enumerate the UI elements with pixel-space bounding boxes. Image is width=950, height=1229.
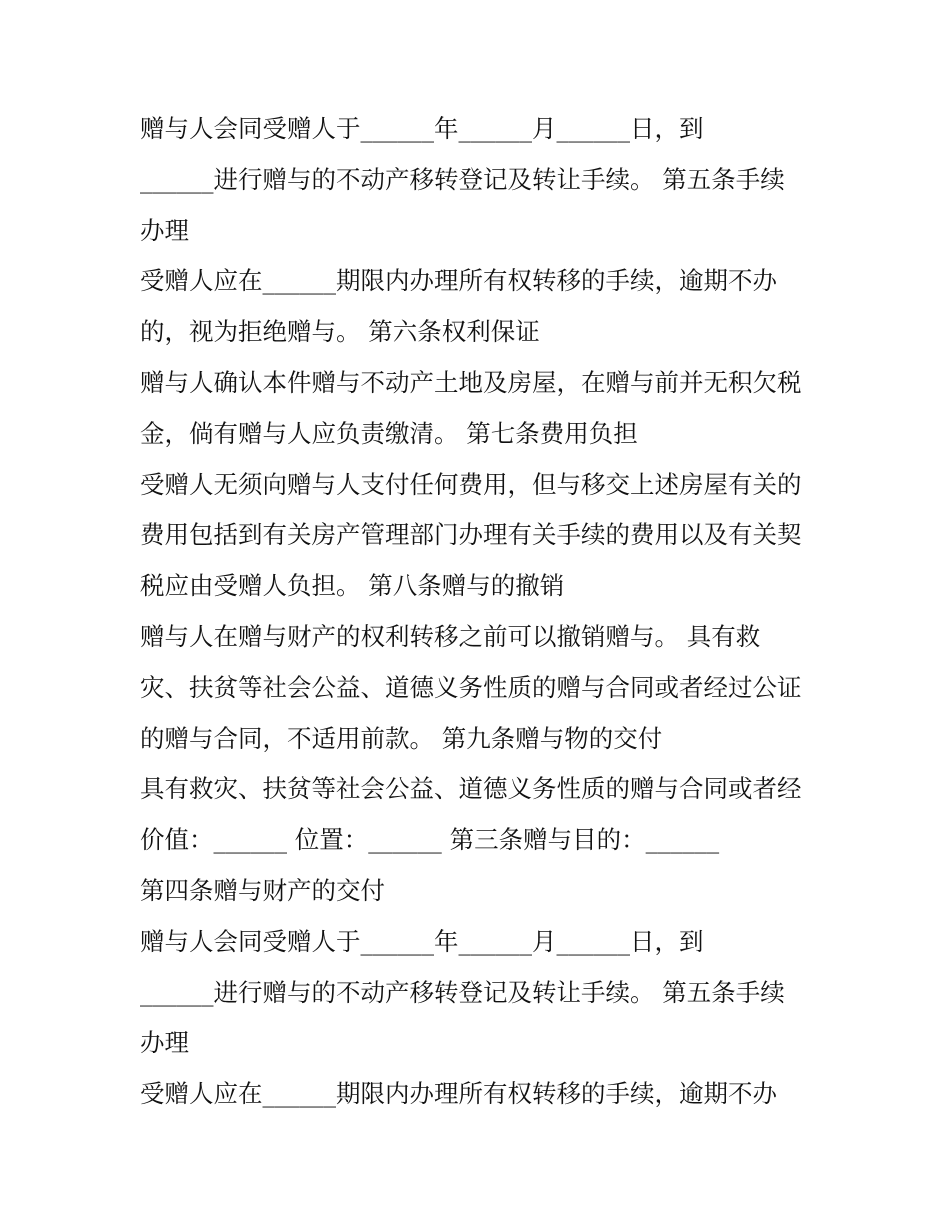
text-line: 赠与人会同受赠人于______年______月______日，到	[140, 926, 704, 956]
text-line: 办理	[140, 1028, 189, 1058]
text-line: 的，视为拒绝赠与。 第六条权利保证	[140, 317, 540, 347]
document-body	[140, 104, 820, 1120]
text-line: 费用包括到有关房产管理部门办理有关手续的费用以及有关契	[140, 520, 802, 550]
text-line: 灾、扶贫等社会公益、道德义务性质的赠与合同或者经过公证	[140, 672, 802, 702]
text-line: 金，倘有赠与人应负责缴清。 第七条费用负担	[140, 418, 638, 448]
text-line: ______进行赠与的不动产移转登记及转让手续。 第五条手续	[140, 164, 785, 194]
text-line: 税应由受赠人负担。 第八条赠与的撤销	[140, 571, 565, 601]
text-line: 办理	[140, 215, 189, 245]
text-line: 受赠人无须向赠与人支付任何费用，但与移交上述房屋有关的	[140, 469, 802, 499]
text-line: 受赠人应在______期限内办理所有权转移的手续，逾期不办	[140, 1079, 777, 1109]
text-line: 第四条赠与财产的交付	[140, 875, 385, 905]
text-line: 赠与人会同受赠人于______年______月______日，到	[140, 114, 704, 143]
text-line: 的赠与合同，不适用前款。 第九条赠与物的交付	[140, 723, 663, 753]
text-line: 具有救灾、扶贫等社会公益、道德义务性质的赠与合同或者经	[140, 774, 802, 804]
text-line: 赠与人在赠与财产的权利转移之前可以撤销赠与。 具有救	[140, 621, 761, 651]
text-line: ______进行赠与的不动产移转登记及转让手续。 第五条手续	[140, 977, 785, 1007]
text-line: 赠与人确认本件赠与不动产土地及房屋，在赠与前并无积欠税	[140, 367, 802, 397]
text-line: 受赠人应在______期限内办理所有权转移的手续，逾期不办	[140, 266, 777, 296]
text-line: 价值：______ 位置：______ 第三条赠与目的：______	[140, 825, 720, 855]
